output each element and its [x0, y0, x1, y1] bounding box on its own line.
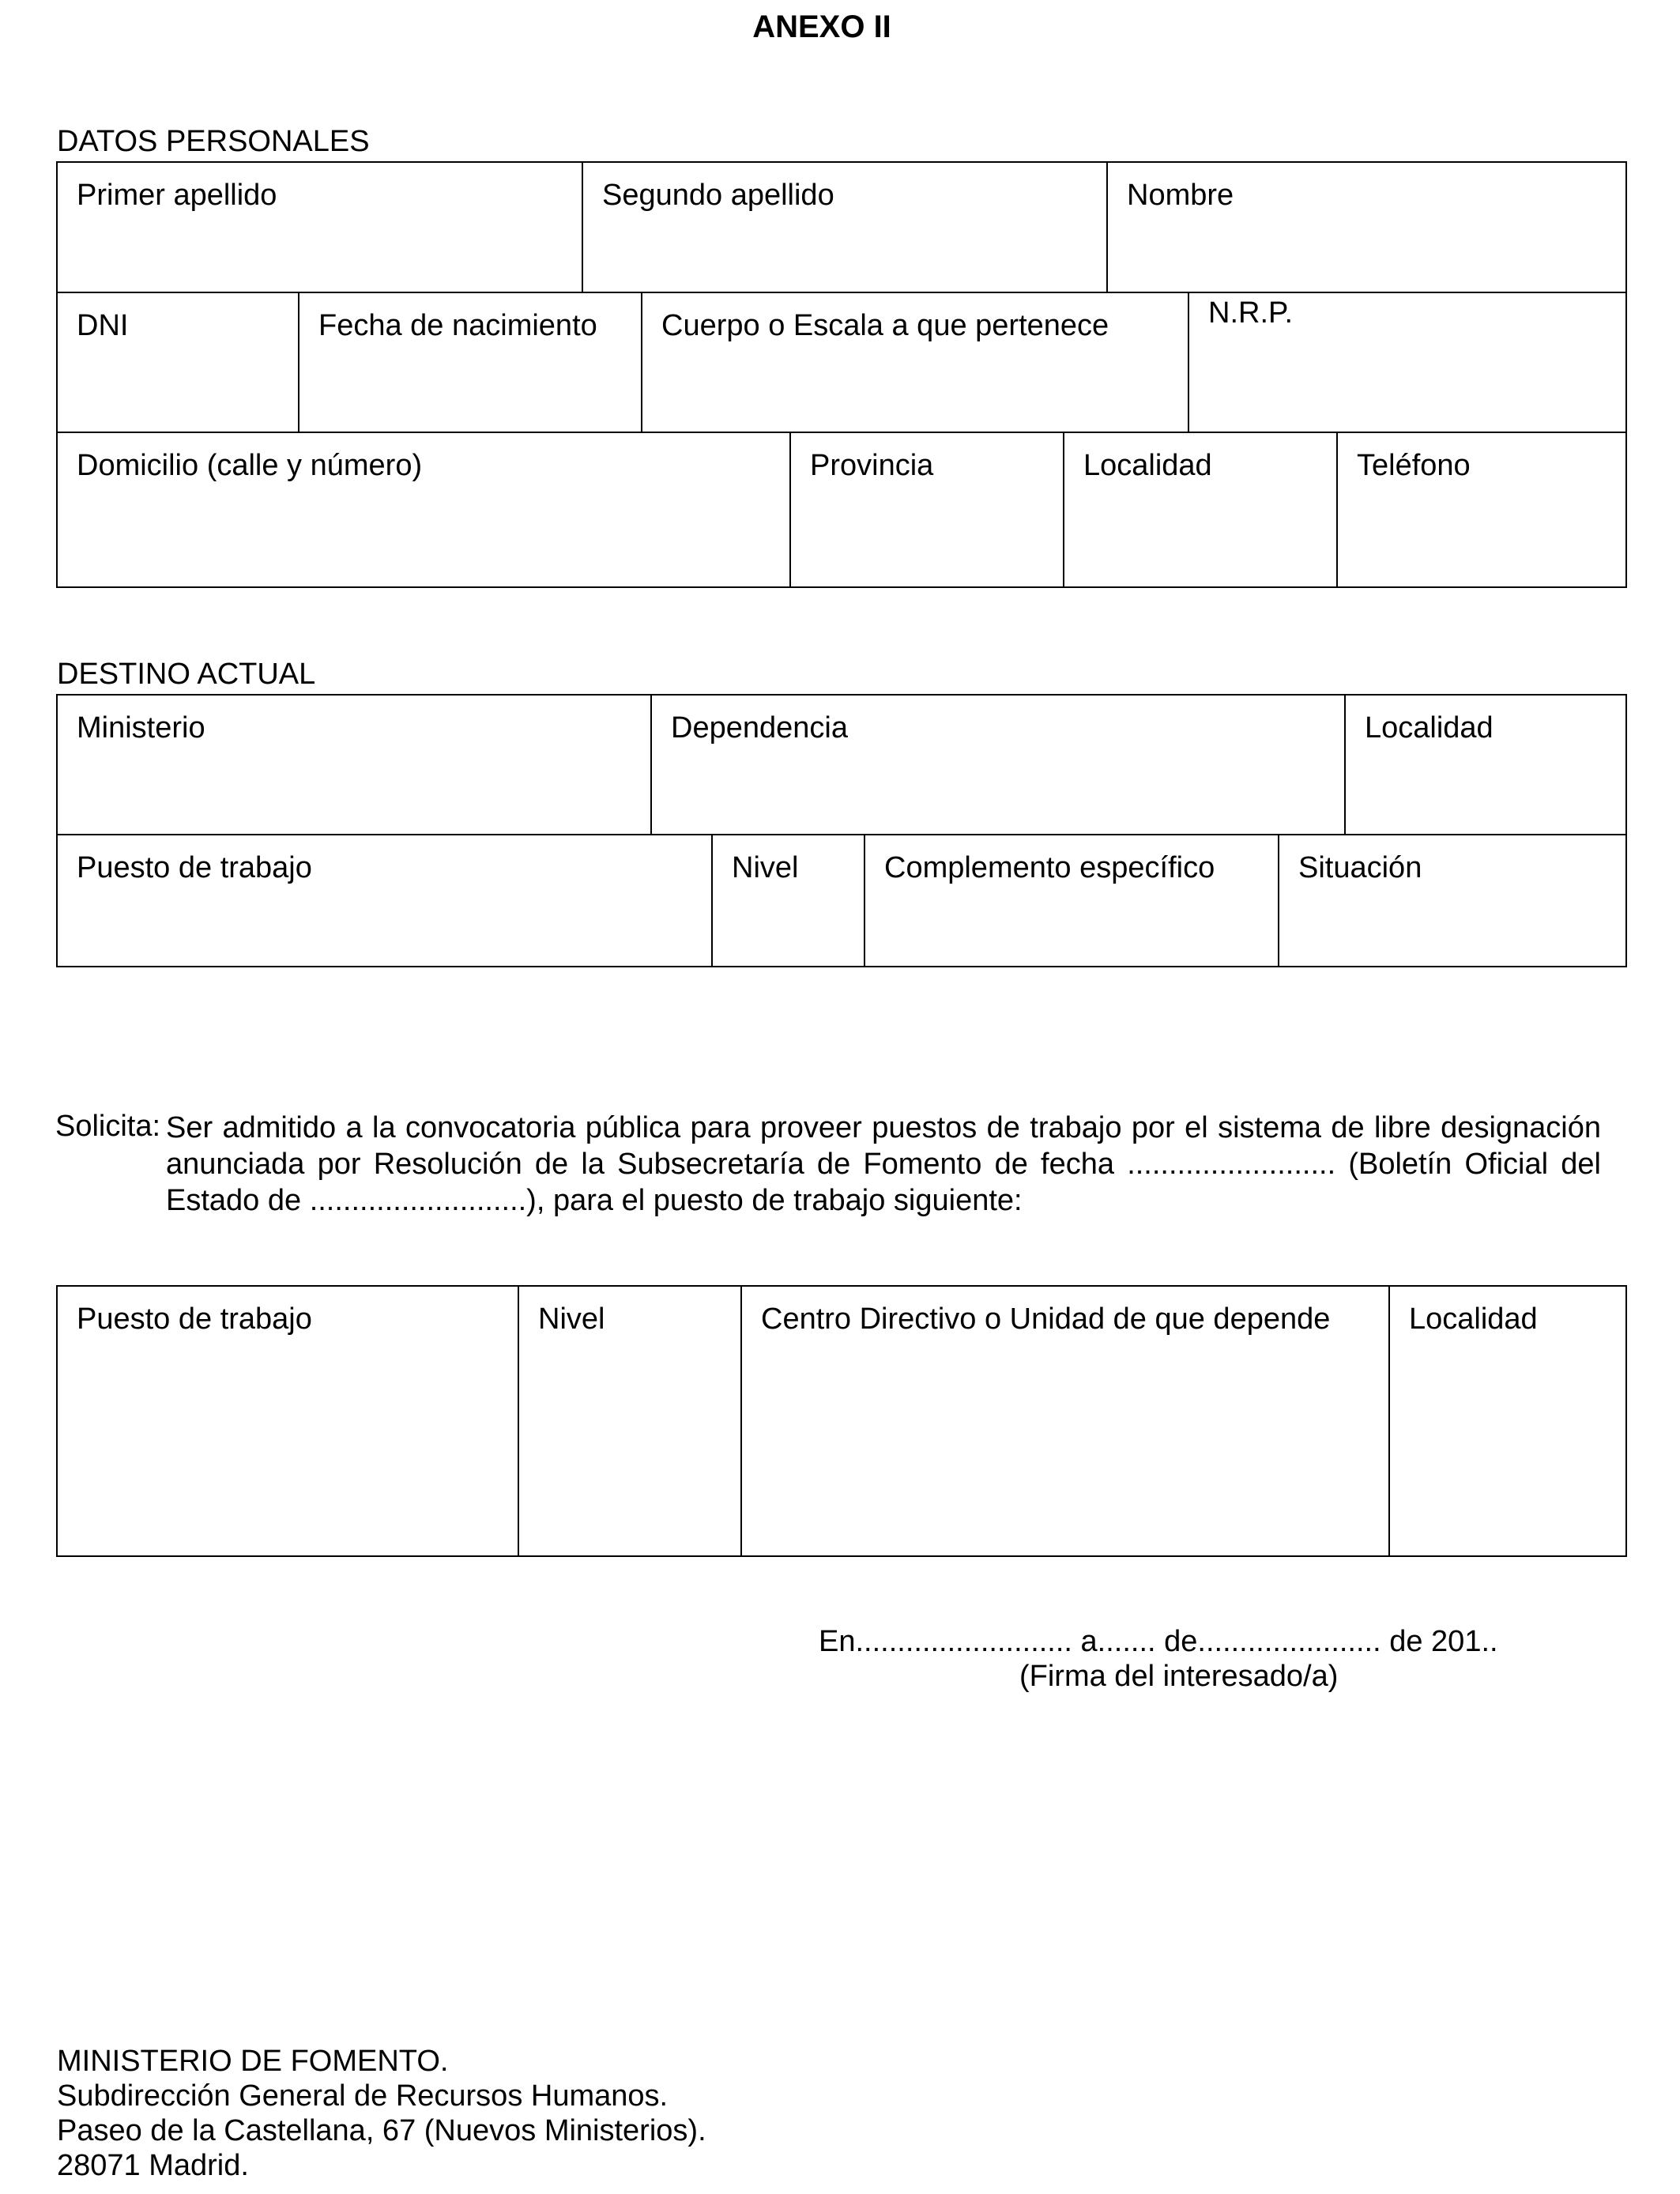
field-label: Localidad: [1083, 449, 1212, 482]
destino-actual-table: [56, 694, 1627, 967]
field-label: Primer apellido: [77, 179, 277, 212]
field-dependencia[interactable]: [652, 696, 1344, 834]
field-label: Centro Directivo o Unidad de que depende: [761, 1302, 1331, 1336]
field-label: Fecha de nacimiento: [318, 309, 597, 342]
section-heading-datos-personales: DATOS PERSONALES: [57, 125, 370, 158]
field-label: Nombre: [1127, 179, 1234, 212]
field-label: Localidad: [1365, 711, 1494, 745]
field-label: Cuerpo o Escala a que pertenece: [661, 309, 1109, 342]
field-localidad[interactable]: [1064, 433, 1336, 586]
field-nrp[interactable]: [1189, 293, 1625, 432]
field-label: Complemento específico: [884, 851, 1215, 884]
signature-caption: (Firma del interesado/a): [1019, 1660, 1339, 1693]
field-primer-apellido[interactable]: [58, 163, 582, 292]
field-nivel-actual[interactable]: [713, 835, 864, 966]
field-complemento-especifico[interactable]: [865, 835, 1278, 966]
field-label: Nivel: [732, 851, 799, 884]
field-centro-directivo[interactable]: [742, 1287, 1388, 1555]
field-cuerpo-escala[interactable]: [642, 293, 1188, 432]
field-telefono[interactable]: [1338, 433, 1625, 586]
field-nivel-solicitado[interactable]: [519, 1287, 740, 1555]
field-segundo-apellido[interactable]: [583, 163, 1106, 292]
solicita-label: Solicita:: [55, 1110, 161, 1143]
field-label: Ministerio: [77, 711, 205, 745]
field-provincia[interactable]: [791, 433, 1063, 586]
signature-date-line: En.......................... a....... de...................... de 201..: [819, 1625, 1498, 1658]
field-label: Teléfono: [1357, 449, 1471, 482]
field-label: Segundo apellido: [602, 179, 834, 212]
datos-personales-table: [56, 161, 1627, 588]
field-label: Provincia: [810, 449, 934, 482]
field-puesto-trabajo-solicitado[interactable]: [58, 1287, 518, 1555]
field-fecha-nacimiento[interactable]: [299, 293, 641, 432]
page-title: ANEXO II: [752, 9, 891, 44]
field-label: N.R.P.: [1208, 296, 1294, 330]
field-domicilio[interactable]: [58, 433, 789, 586]
field-dni[interactable]: [58, 293, 298, 432]
field-localidad-solicitado[interactable]: [1390, 1287, 1625, 1555]
solicita-text: Ser admitido a la convocatoria pública para proveer puestos de trabajo por el sistema de libre designación anunciada por Resolución de la Subsecretaría de Fomento de fecha ......................... (Boletín Oficial del Estado de ..........................), para el puesto de trabajo siguiente:: [166, 1111, 1601, 1217]
footer-address: [57, 2044, 706, 2183]
puesto-solicitado-table: [56, 1285, 1627, 1557]
field-situacion[interactable]: [1279, 835, 1625, 966]
field-label: Nivel: [538, 1302, 605, 1336]
footer-line: Paseo de la Castellana, 67 (Nuevos Ministerios).: [57, 2114, 706, 2147]
field-label: Puesto de trabajo: [77, 1302, 312, 1336]
field-puesto-trabajo-actual[interactable]: [58, 835, 711, 966]
field-label: Dependencia: [671, 711, 848, 745]
field-label: Localidad: [1409, 1302, 1538, 1336]
footer-line: 28071 Madrid.: [57, 2149, 249, 2182]
field-ministerio[interactable]: [58, 696, 650, 834]
field-nombre[interactable]: [1108, 163, 1625, 292]
field-label: DNI: [77, 309, 129, 342]
field-label: Domicilio (calle y número): [77, 449, 423, 482]
field-localidad-destino[interactable]: [1346, 696, 1625, 834]
field-label: Puesto de trabajo: [77, 851, 312, 884]
footer-line: MINISTERIO DE FOMENTO.: [57, 2045, 449, 2078]
section-heading-destino-actual: DESTINO ACTUAL: [57, 658, 316, 691]
footer-line: Subdirección General de Recursos Humanos.: [57, 2079, 669, 2113]
field-label: Situación: [1298, 851, 1422, 884]
